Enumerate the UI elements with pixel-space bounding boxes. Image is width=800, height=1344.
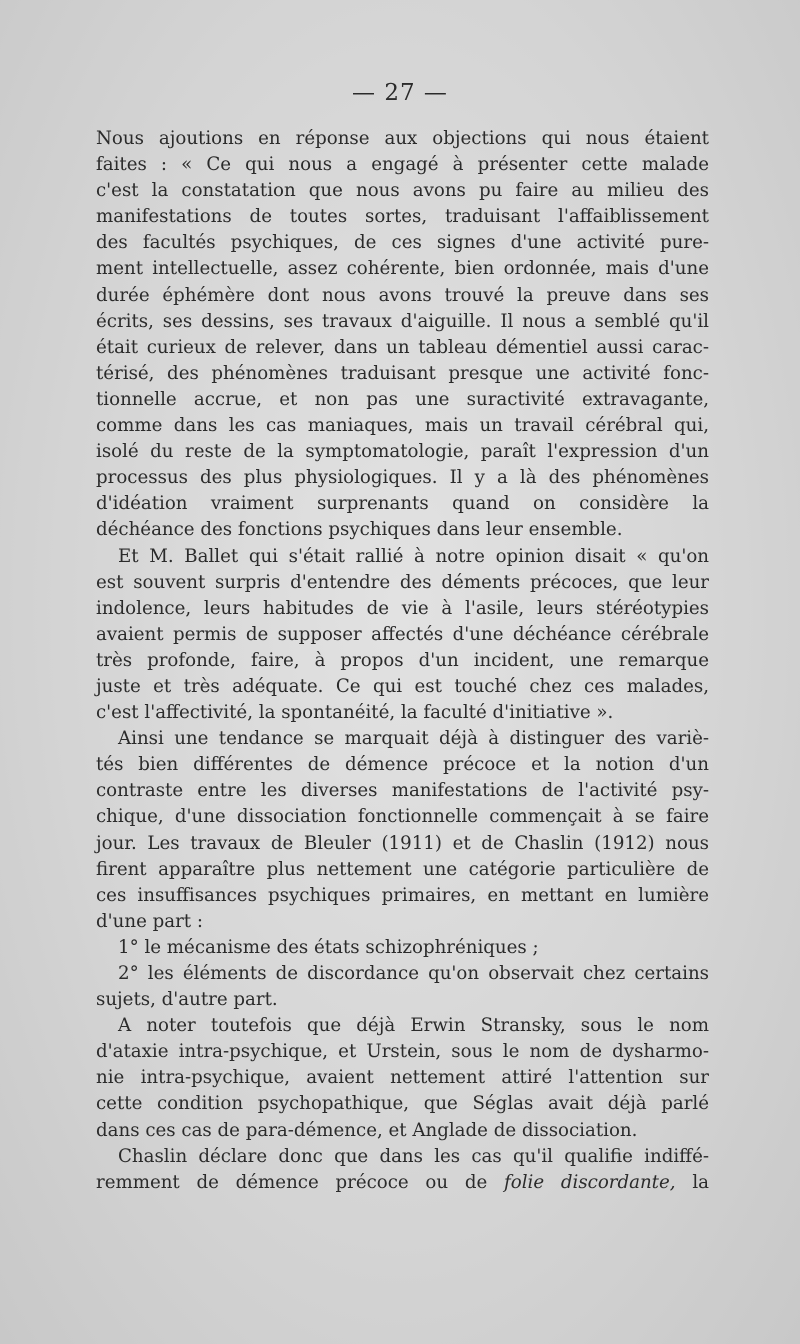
text-line: c'est la constatation que nous avons pu faire au milieu des bbox=[96, 180, 709, 202]
text-line: contraste entre les diverses manifestations de l'activité psy- bbox=[96, 780, 709, 802]
text-line: comme dans les cas maniaques, mais un travail cérébral qui, bbox=[96, 415, 709, 437]
text-line: est souvent surpris d'entendre des déments précoces, que leur bbox=[96, 571, 709, 593]
text-line: d'idéation vraiment surprenants quand on considère la bbox=[96, 493, 709, 515]
text-line: ces insuffisances psychiques primaires, en mettant en lumière bbox=[96, 884, 709, 906]
text-line: Ainsi une tendance se marquait déjà à distinguer des variè- bbox=[118, 728, 709, 750]
text-line: 1° le mécanisme des états schizophréniques ; bbox=[118, 936, 539, 958]
text-line: cette condition psychopathique, que Séglas avait déjà parlé bbox=[96, 1093, 709, 1115]
page-number: — 27 — bbox=[352, 80, 448, 106]
text-line: écrits, ses dessins, ses travaux d'aiguille. Il nous a semblé qu'il bbox=[96, 310, 709, 332]
text-line: jour. Les travaux de Bleuler (1911) et de Chaslin (1912) nous bbox=[96, 832, 709, 854]
text-line: juste et très adéquate. Ce qui est touché chez ces malades, bbox=[96, 675, 709, 697]
text-line: c'est l'affectivité, la spontanéité, la faculté d'initiative ». bbox=[96, 702, 614, 724]
text-line: avaient permis de supposer affectés d'une déchéance cérébrale bbox=[96, 623, 709, 645]
text-line: d'ataxie intra-psychique, et Urstein, sous le nom de dysharmo- bbox=[96, 1041, 709, 1063]
text-line bbox=[96, 1170, 709, 1196]
text-line: Et M. Ballet qui s'était rallié à notre opinion disait « qu'on bbox=[118, 545, 709, 567]
text-line: ment intellectuelle, assez cohérente, bien ordonnée, mais d'une bbox=[96, 258, 709, 280]
text-line: tionnelle accrue, et non pas une suractivité extravagante, bbox=[96, 388, 709, 410]
text-line: isolé du reste de la symptomatologie, paraît l'expression d'un bbox=[96, 441, 709, 463]
text-line: dans ces cas de para-démence, et Anglade de dissociation. bbox=[96, 1119, 638, 1141]
text-line: 2° les éléments de discordance qu'on observait chez certains bbox=[118, 963, 709, 984]
text-line: indolence, leurs habitudes de vie à l'asile, leurs stéréotypies bbox=[96, 597, 709, 619]
text-line: térisé, des phénomènes traduisant presque une activité fonc- bbox=[96, 362, 709, 384]
text-line: manifestations de toutes sortes, traduisant l'affaiblissement bbox=[96, 206, 709, 228]
text-line: des facultés psychiques, de ces signes d'une activité pure- bbox=[96, 232, 709, 254]
text-line: processus des plus physiologiques. Il y a là des phénomènes bbox=[96, 467, 709, 489]
text-line: très profonde, faire, à propos d'un incident, une remarque bbox=[96, 649, 709, 671]
text-line: faites : « Ce qui nous a engagé à présenter cette malade bbox=[96, 154, 709, 176]
body-text bbox=[96, 126, 709, 1196]
text-line: Nous ajoutions en réponse aux objections qui nous étaient bbox=[96, 128, 709, 149]
text-line: sujets, d'autre part. bbox=[96, 989, 278, 1011]
text-line: chique, d'une dissociation fonctionnelle commençait à se faire bbox=[96, 806, 709, 828]
text-line: déchéance des fonctions psychiques dans leur ensemble. bbox=[96, 519, 623, 541]
text-fragment: remment de démence précoce ou de bbox=[96, 1171, 488, 1193]
text-fragment: la bbox=[692, 1171, 709, 1193]
text-line: durée éphémère dont nous avons trouvé la preuve dans ses bbox=[96, 284, 709, 306]
text-line: était curieux de relever, dans un tableau démentiel aussi carac- bbox=[96, 336, 709, 358]
text-line: A noter toutefois que déjà Erwin Stransky, sous le nom bbox=[118, 1015, 709, 1037]
text-line: tés bien différentes de démence précoce et la notion d'un bbox=[96, 754, 709, 776]
text-line: Chaslin déclare donc que dans les cas qu'il qualifie indiffé- bbox=[118, 1145, 709, 1167]
text-line: nie intra-psychique, avaient nettement attiré l'attention sur bbox=[96, 1067, 709, 1089]
text-line: d'une part : bbox=[96, 910, 204, 932]
text-line: firent apparaître plus nettement une catégorie particulière de bbox=[96, 858, 709, 880]
italic-phrase: folie discordante, bbox=[504, 1171, 676, 1193]
